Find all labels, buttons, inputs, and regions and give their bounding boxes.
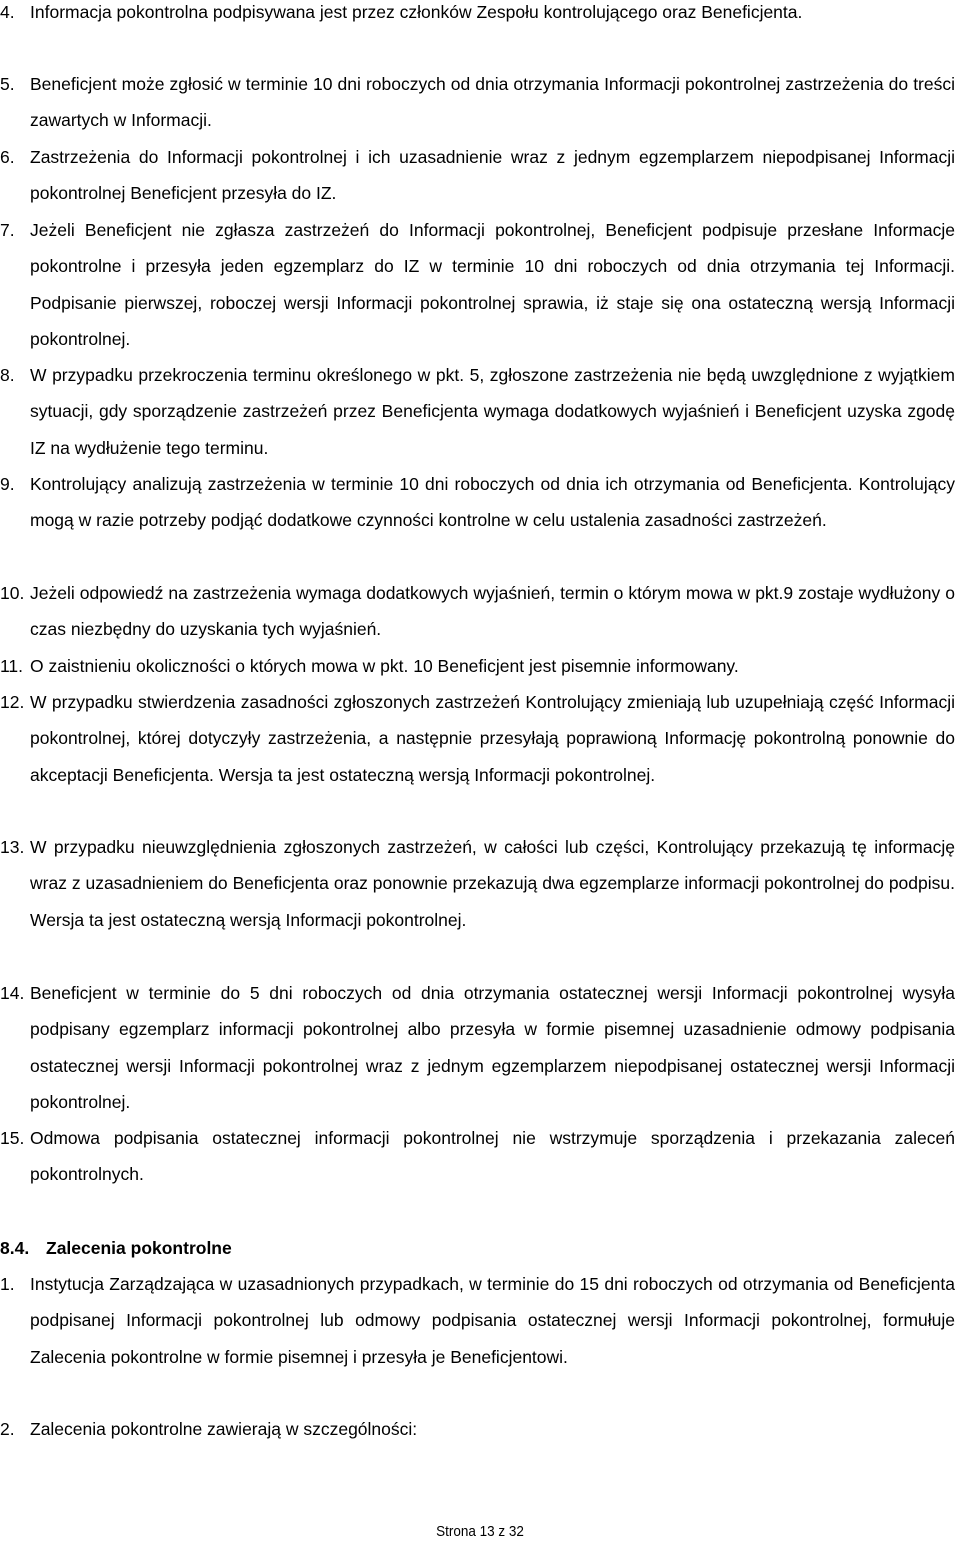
item-number: 10.: [0, 583, 25, 603]
item-number: 12.: [0, 692, 25, 712]
item-text: W przypadku nieuwzględnienia zgłoszonych zastrzeżeń, w całości lub części, Kontrolujący przekazują tę informację wraz z uzasadnieniem do Beneficjenta oraz ponownie przekazują dwa egzemplarze informacji pokontrolnej do podpisu. Wersja ta jest ostateczną wersją Informacji pokontrolnej.: [30, 837, 955, 930]
item-text: Kontrolujący analizują zastrzeżenia w terminie 10 dni roboczych od dnia ich otrzymania od Beneficjenta. Kontrolujący mogą w razie potrzeby podjąć dodatkowe czynności kontrolne w celu ustalenia zasadności zastrzeżeń.: [30, 474, 955, 531]
item-text: Zastrzeżenia do Informacji pokontrolnej i ich uzasadnienie wraz z jednym egzemplarzem niepodpisanej Informacji pokontrolnej Beneficjent przesyła do IZ.: [30, 147, 955, 204]
list-item-6: [0, 139, 955, 212]
item-number: 1.: [0, 1274, 15, 1294]
item-text: W przypadku przekroczenia terminu określonego w pkt. 5, zgłoszone zastrzeżenia nie będą uwzględnione z wyjątkiem sytuacji, gdy sporządzenie zastrzeżeń przez Beneficjenta wymaga dodatkowych wyjaśnień i Beneficjent uzyska zgodę IZ na wydłużenie tego terminu.: [30, 365, 955, 458]
item-text: Instytucja Zarządzająca w uzasadnionych przypadkach, w terminie do 15 dni roboczych od otrzymania od Beneficjenta podpisanej Informacji pokontrolnej lub odmowy podpisania ostatecznej wersji Informacji pokontrolnej, formułuje Zalecenia pokontrolne w formie pisemnej i przesyła je Beneficjentowi.: [30, 1274, 955, 1367]
list-item-8: [0, 357, 955, 466]
list-item-10: [0, 575, 955, 648]
item-number: 2.: [0, 1419, 15, 1439]
list-item-15: [0, 1120, 955, 1193]
list-item-5: [0, 66, 955, 139]
section-title: Zalecenia pokontrolne: [46, 1238, 232, 1258]
item-number: 8.: [0, 365, 15, 385]
list-item-11: [0, 648, 955, 684]
item-number: 5.: [0, 74, 15, 94]
list-item-9: [0, 466, 955, 539]
item-number: 11.: [0, 656, 24, 676]
item-text: Jeżeli Beneficjent nie zgłasza zastrzeżeń do Informacji pokontrolnej, Beneficjent podpisuje przesłane Informacje pokontrolne i przesyła jeden egzemplarz do IZ w terminie 10 dni roboczych od dnia otrzymania tej Informacji. Podpisanie pierwszej, roboczej wersji Informacji pokontrolnej sprawia, iż staje się ona ostateczną wersją Informacji pokontrolnej.: [30, 220, 955, 350]
list-item-4: [0, 0, 955, 30]
list-item-12: [0, 684, 955, 793]
item-text: Beneficjent w terminie do 5 dni roboczych od dnia otrzymania ostatecznej wersji Informacji pokontrolnej wysyła podpisany egzemplarz informacji pokontrolnej albo przesyła w formie pisemnej uzasadnienie odmowy podpisania ostatecznej wersji Informacji pokontrolnej wraz z jednym egzemplarzem niepodpisanej ostatecznej wersji Informacji pokontrolnej.: [30, 983, 955, 1113]
item-number: 14.: [0, 983, 25, 1003]
item-text: Odmowa podpisania ostatecznej informacji pokontrolnej nie wstrzymuje sporządzenia i przekazania zaleceń pokontrolnych.: [30, 1128, 955, 1185]
item-text: Beneficjent może zgłosić w terminie 10 dni roboczych od dnia otrzymania Informacji pokontrolnej zastrzeżenia do treści zawartych w Informacji.: [30, 74, 955, 131]
list-item-13: [0, 829, 955, 938]
section-list-item-1: [0, 1266, 955, 1375]
item-text: O zaistnieniu okoliczności o których mowa w pkt. 10 Beneficjent jest pisemnie informowany.: [30, 656, 739, 676]
section-heading: [0, 1233, 232, 1263]
item-number: 4.: [0, 2, 15, 22]
list-item-14: [0, 975, 955, 1121]
list-item-7: [0, 212, 955, 358]
item-text: Zalecenia pokontrolne zawierają w szczególności:: [30, 1419, 418, 1439]
item-text: Informacja pokontrolna podpisywana jest przez członków Zespołu kontrolującego oraz Beneficjenta.: [30, 2, 803, 22]
item-number: 13.: [0, 837, 25, 857]
item-text: W przypadku stwierdzenia zasadności zgłoszonych zastrzeżeń Kontrolujący zmieniają lub uzupełniają część Informacji pokontrolnej, której dotyczyły zastrzeżenia, a następnie przesyłają poprawioną Informację pokontrolną ponownie do akceptacji Beneficjenta. Wersja ta jest ostateczną wersją Informacji pokontrolnej.: [30, 692, 955, 785]
item-text: Jeżeli odpowiedź na zastrzeżenia wymaga dodatkowych wyjaśnień, termin o którym mowa w pkt.9 zostaje wydłużony o czas niezbędny do uzyskania tych wyjaśnień.: [30, 583, 955, 640]
item-number: 9.: [0, 474, 15, 494]
page-footer: Strona 13 z 32: [436, 1523, 524, 1540]
section-number: 8.4.: [0, 1238, 30, 1258]
item-number: 6.: [0, 147, 15, 167]
item-number: 15.: [0, 1128, 25, 1148]
section-list-item-2: [0, 1411, 955, 1447]
item-number: 7.: [0, 220, 15, 240]
